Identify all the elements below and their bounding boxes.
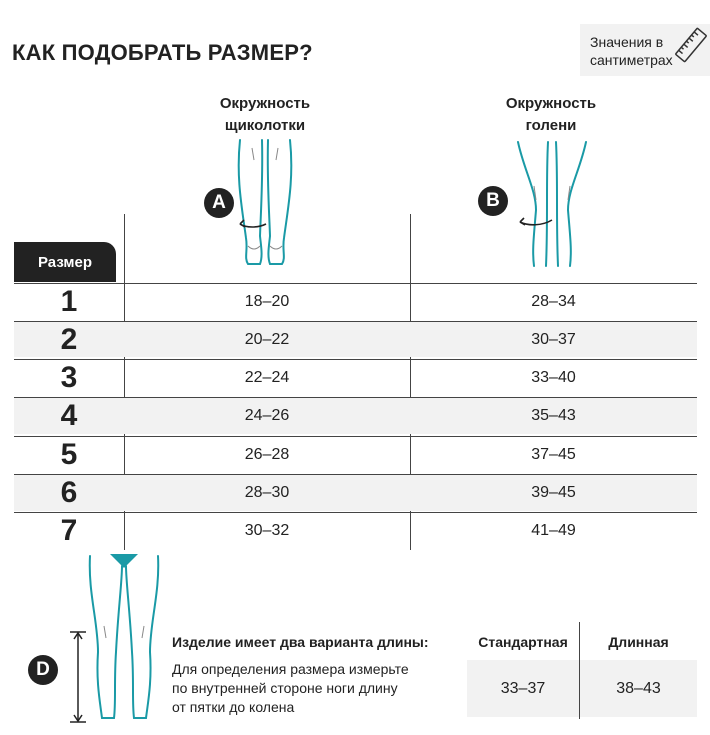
long-length-label: Длинная [608, 634, 669, 650]
ankle-value: 30–32 [244, 522, 290, 539]
calf-value: 39–45 [531, 484, 576, 501]
size-value: 4 [60, 399, 78, 432]
length-title: Изделие имеет два варианта длины: [172, 634, 429, 650]
ankle-header-line1: Окружность [219, 95, 311, 112]
size-value: 3 [60, 361, 78, 394]
units-note [590, 33, 673, 69]
size-value: 2 [60, 323, 78, 356]
standard-length-label: Стандартная [478, 634, 568, 650]
page-title: КАК ПОДОБРАТЬ РАЗМЕР? [12, 40, 313, 65]
ankle-column-header [190, 93, 340, 137]
calf-header-line2: голени [525, 117, 577, 134]
units-note-line2: сантиметрах [590, 52, 673, 68]
ankle-badge: A [204, 188, 234, 218]
size-column-header: Размер [14, 242, 116, 282]
standard-length-value: 33–37 [500, 680, 546, 697]
calf-header-line1: Окружность [505, 95, 597, 112]
length-description [172, 660, 462, 717]
ankle-value: 28–30 [244, 484, 290, 501]
calf-legs-illustration [514, 140, 590, 268]
calf-value: 37–45 [531, 446, 576, 463]
size-value: 6 [60, 476, 78, 509]
calf-value: 35–43 [531, 407, 576, 424]
length-desc-line1: Для определения размера измерьте [172, 661, 409, 677]
calf-column-header [476, 93, 626, 137]
long-length-value: 38–43 [616, 680, 661, 697]
length-badge: D [28, 655, 58, 685]
size-value: 5 [60, 438, 78, 471]
ankle-header-line2: щиколотки [224, 117, 306, 134]
calf-value: 33–40 [531, 369, 576, 386]
ankle-value: 24–26 [244, 407, 290, 424]
units-note-line1: Значения в [590, 34, 664, 50]
ankle-value: 22–24 [244, 369, 290, 386]
length-desc-line2: по внутренней стороне ноги длину [172, 680, 398, 696]
ankle-legs-illustration [230, 138, 300, 268]
ruler-icon [676, 26, 706, 64]
ankle-value: 26–28 [244, 446, 290, 463]
ankle-value: 18–20 [244, 293, 290, 310]
calf-badge: B [478, 186, 508, 216]
ankle-value: 20–22 [244, 331, 290, 348]
size-value: 7 [60, 514, 78, 547]
length-desc-line3: от пятки до колена [172, 699, 295, 715]
length-arrow-icon [66, 630, 90, 724]
length-legs-illustration [84, 552, 164, 727]
calf-value: 41–49 [531, 522, 576, 539]
calf-value: 30–37 [531, 331, 576, 348]
size-value: 1 [60, 285, 78, 318]
calf-value: 28–34 [531, 293, 576, 310]
